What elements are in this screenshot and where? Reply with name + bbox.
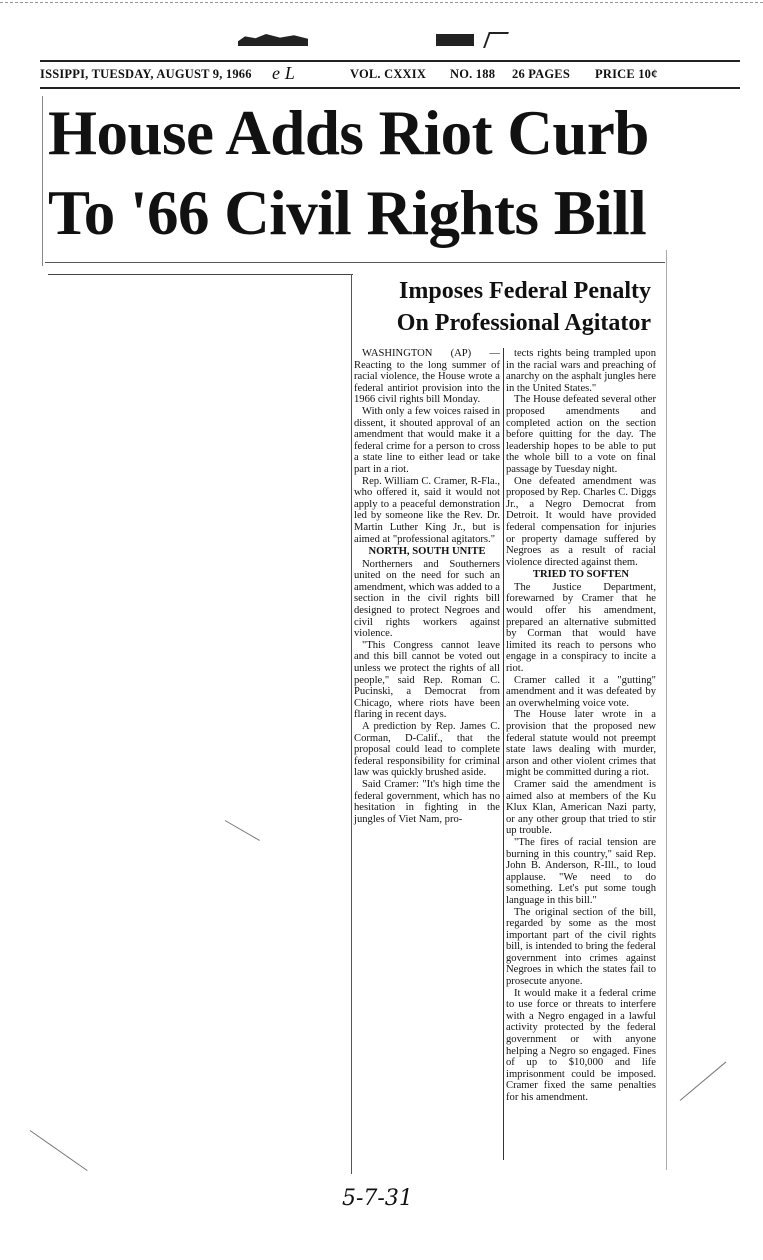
article-paragraph: WASHINGTON (AP) —Reacting to the long summer of racial violence, the House wrote a federal antiriot provision into the 1966 civil rights bill Monday. [354,348,500,406]
column-rule [503,348,504,1160]
deck-line-1: Imposes Federal Penalty [399,278,651,304]
clipping-edge-vertical [351,274,352,1174]
masthead-fragment-mark [483,32,509,48]
article-paragraph: The original section of the bill, regarded by some as the most important part of the civil rights bill, is intended to bring the federal government into crimes against Negroes in which the states fail to prosecute anyone. [506,906,656,988]
article-paragraph: The House later wrote in a provision that the proposed new federal statute would not preempt state laws dealing with murder, arson and other violent crimes that might be committed during a riot. [506,709,656,779]
masthead-rule-top [40,60,740,62]
article-paragraph: One defeated amendment was proposed by Rep. Charles C. Diggs Jr., a Negro Democrat from Detroit. It would have provided federal compensation for injuries or property damage suffered by Negroes as a result of racial violence directed against them. [506,475,656,568]
dateline-number: NO. 188 [450,67,496,81]
article-paragraph: Cramer called it a "gutting" amendment and it was defeated by an overwhelming voice vote. [506,674,656,709]
dateline-handwritten-mark: e L [272,63,296,83]
article-paragraph: Said Cramer: "It's high time the federal government, which has no hesitation in fighting in the jungles of Viet Nam, pro- [354,778,500,825]
paper-scratch [680,1062,727,1101]
headline-line-1: House Adds Riot Curb [48,98,649,168]
article-subhead: NORTH, SOUTH UNITE [368,546,486,558]
clipping-edge-left [42,96,43,266]
clipping-cut-line [48,274,353,275]
dateline-volume: VOL. CXXIX [350,67,427,81]
masthead-rule-bottom [40,87,740,89]
article-paragraph: Rep. William C. Cramer, R-Fla., who offered it, said it would not apply to a peaceful demonstration led by someone like the Rev. Dr. Martin Luther King Jr., but is aimed at "professional agitators." [354,475,500,545]
deck-line-2: On Professional Agitator [396,310,651,336]
paper-scratch [30,1130,88,1171]
page-edge [0,2,763,5]
article-paragraph: Cramer said the amendment is aimed also at members of the Ku Klux Klan, American Nazi party, or any other group that tried to stir up trouble. [506,778,656,837]
article-subhead: TRIED TO SOFTEN [532,569,630,581]
masthead-fragment-left [238,34,308,46]
article-paragraph: A prediction by Rep. James C. Corman, D-Calif., that the proposal could lead to complete federal responsibility for criminal law was quickly brushed aside. [354,721,500,779]
article-paragraph: "This Congress cannot leave and this bill cannot be voted out unless we protect the rights of all people," said Rep. Roman C. Pucinski, a Democrat from Chicago, where riots have been flaring in recent days. [354,639,500,721]
article-paragraph: tects rights being trampled upon in the racial wars and preaching of anarchy on the asphalt jungles here in the United States." [506,348,656,394]
paper-scratch [225,820,260,841]
clipping-edge-right [666,250,667,1170]
dateline-pages: 26 PAGES [512,67,570,81]
dateline-place-date: ISSIPPI, TUESDAY, AUGUST 9, 1966 [40,67,252,81]
article-column-2 [506,348,656,1104]
article-paragraph: The House defeated several other proposed amendments and completed action on the section before quitting for the day. The leadership hopes to be able to put the whole bill to a vote on final passage by Tuesday night. [506,394,656,475]
handwritten-file-number: 5-7-31 [342,1186,413,1211]
article-paragraph: Northerners and Southerners united on the need for such an amendment, which was added to a section in the civil rights bill designed to protect Negroes and civil rights workers against violence. [354,558,500,640]
article-paragraph: It would make it a federal crime to use force or threats to interfere with a Negro engaged in a lawful activity protected by the federal government or with anyone helping a Negro so engaged. Fines of up to $10,000 and life imprisonment could be imposed. Cramer fixed the same penalties for his amendment. [506,987,656,1103]
article-paragraph: The Justice Department, forewarned by Cramer that he would offer his amendment, prepared an alternative submitted by Corman that would have limited its reach to persons who engage in a conspiracy to incite a riot. [506,581,656,675]
dateline [40,63,740,85]
article-paragraph: With only a few voices raised in dissent, it shouted approval of an amendment that would make it a federal crime for a person to cross a state line to either lead or take part in a riot. [354,405,500,475]
headline-rule [45,262,665,263]
dateline-price: PRICE 10¢ [595,67,658,81]
article-column-1 [354,348,500,825]
article-paragraph: "The fires of racial tension are burning in this country," said Rep. John B. Anderson, R-Ill., to loud applause. "We need to do something. Let's put some tough language in this bill." [506,836,656,906]
masthead-fragment-right [436,34,474,46]
headline-line-2: To '66 Civil Rights Bill [48,178,647,248]
